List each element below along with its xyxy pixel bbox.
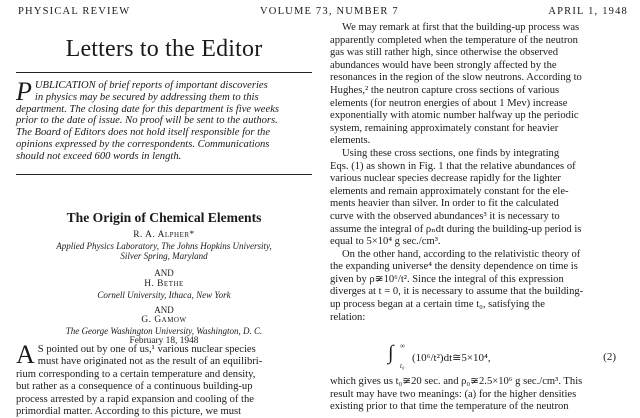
notice-line: The Board of Editors does not hold itself responsible for the: [16, 127, 271, 139]
notice-line: opinions expressed by the correspondents. Communications: [16, 138, 270, 150]
equation-body: (10⁶/t²)dt≅5×10⁴,: [412, 352, 491, 364]
text-line: Eqs. (1) as shown in Fig. 1 that the relative abundances of: [330, 160, 576, 172]
received-date: February 18, 1948: [129, 336, 199, 346]
right-column-text-continued: [330, 376, 630, 414]
text-line: which gives us t₀≆20 sec. and ρ₀≆2.5×10⁶ g sec./cm³. This: [330, 376, 583, 387]
notice-line: should not exceed 600 words in length.: [16, 150, 182, 162]
notice-dropcap: P: [16, 77, 32, 106]
body-dropcap: A: [16, 340, 35, 369]
text-line: elements (for neutron energies of about 1 Mev) increase: [330, 97, 568, 109]
text-line: Hughes,² the neutron capture cross sections of various: [330, 84, 560, 96]
right-column-text: [330, 22, 630, 324]
text-line: the expanding universe⁴ the density dependence on time is: [330, 261, 578, 273]
text-line: system, remaining approximately constant for heavier: [330, 122, 559, 134]
section-heading: Letters to the Editor: [65, 36, 263, 62]
author-name: H. Bethe: [144, 279, 184, 289]
text-line: assume the integral of ρₙdt during the building-up period is: [330, 223, 582, 235]
text-line: relation:: [330, 311, 366, 323]
left-column: [16, 22, 312, 418]
author-affiliation: Silver Spring, Maryland: [120, 251, 208, 261]
text-line: ments heavier than silver. In order to fit the calculated: [330, 198, 559, 210]
author-name: G. Gamow: [141, 315, 187, 325]
text-line: apparently completed when the temperature of the neutron: [330, 34, 578, 46]
editorial-notice: [16, 77, 312, 163]
running-head-volume: VOLUME 73, NUMBER 7: [260, 6, 399, 17]
text-line: abundances would have been strongly affected by the: [330, 59, 557, 71]
notice-line: department. The closing date for this department is five weeks: [16, 103, 280, 115]
notice-line: prior to the date of issue. No proof will be sent to the authors.: [16, 115, 278, 127]
text-line: curve with the observed abundances³ it is necessary to: [330, 210, 560, 222]
text-line: various nuclear species decrease rapidly for the lighter: [330, 173, 561, 185]
text-line: gas was still rather high, since otherwise the observed: [330, 47, 558, 59]
body-line: rium corresponding to a certain temperature and density,: [16, 368, 256, 380]
text-line: given by ρ≆10⁶/t². Since the integral of this expression: [330, 273, 564, 285]
running-head-journal: PHYSICAL REVIEW: [18, 6, 131, 17]
body-line: S pointed out by one of us,¹ various nuclear species: [37, 344, 256, 355]
author-name: R. A. Alpher*: [133, 230, 195, 240]
body-line: must have originated not as the result of an equilibri-: [37, 356, 263, 368]
equation-number: (2): [603, 351, 616, 363]
right-column: [330, 22, 630, 413]
author-block-1: [16, 230, 312, 262]
text-line: exponentially with atomic number halfway up the periodic: [330, 110, 579, 122]
article-title: The Origin of Chemical Elements: [66, 210, 262, 225]
text-line: resonances in the region of the slow neutrons. According to: [330, 72, 582, 84]
text-line: On the other hand, according to the relativistic theory of: [342, 248, 581, 260]
integral-lower-limit: t₀: [400, 362, 405, 370]
text-line: elements.: [330, 135, 371, 147]
equation-2: [330, 340, 630, 374]
text-line: elements and remain approximately constant for the ele-: [330, 185, 569, 197]
text-line: result may have two meanings: (a) for the higher densities: [330, 388, 577, 400]
integral-sign: ∫: [388, 342, 394, 364]
body-line: but rather as a consequence of a continuous building-up: [16, 381, 253, 393]
notice-line: UBLICATION of brief reports of important discoveries: [34, 80, 268, 91]
notice-line: in physics may be secured by addressing them to this: [34, 91, 259, 103]
divider-rule: [16, 72, 312, 73]
author-affiliation: Applied Physics Laboratory, The Johns Hopkins University,: [56, 240, 272, 251]
integral-upper-limit: ∞: [400, 342, 405, 350]
text-line: We may remark at first that the building-up process was: [342, 22, 580, 33]
author-affiliation: Cornell University, Ithaca, New York: [97, 289, 231, 300]
running-head-date: APRIL 1, 1948: [548, 6, 628, 17]
author-affiliation: The George Washington University, Washington, D. C.: [65, 325, 263, 336]
text-line: existing prior to that time the temperature of the neutron: [330, 401, 569, 413]
text-line: up process began at a certain time t₀, satisfying the: [330, 299, 545, 311]
and-separator: AND: [154, 305, 174, 315]
text-line: equal to 5×10⁴ g sec./cm³.: [330, 236, 441, 248]
and-separator: AND: [154, 268, 174, 278]
divider-rule: [16, 174, 312, 175]
body-line: process arrested by a rapid expansion and cooling of the: [16, 393, 254, 405]
author-block-3: [16, 315, 312, 347]
text-line: diverges at t = 0, it is necessary to assume that the building-: [330, 286, 584, 298]
author-block-2: [16, 279, 312, 300]
text-line: Using these cross sections, one finds by integrating: [342, 147, 560, 159]
body-line: primordial matter. According to this picture, we must: [16, 406, 242, 418]
